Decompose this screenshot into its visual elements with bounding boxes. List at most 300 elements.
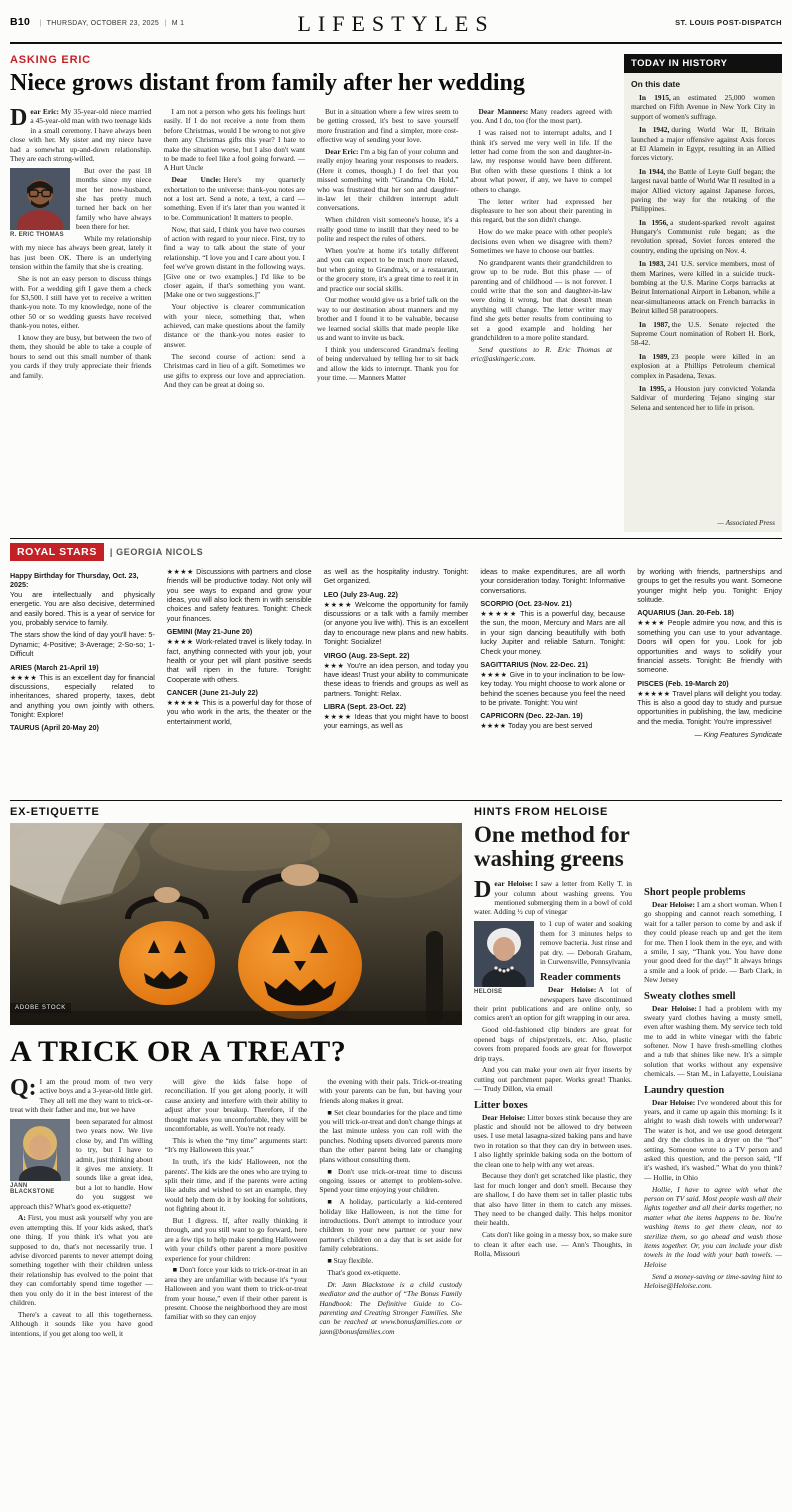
heloise-article	[474, 806, 782, 1506]
text-block	[319, 1268, 462, 1277]
text-block	[165, 1216, 308, 1263]
horoscope-block	[637, 730, 782, 739]
horoscope-block	[10, 663, 155, 720]
text-block	[471, 258, 613, 343]
history-credit: — Associated Press	[717, 518, 775, 527]
paragraph-text: I think you underscored Grandma's feeling of being undervalued by telling her to sit back and allow the kids to interrupt. Thank you for your time. — Manners Matter	[317, 344, 459, 383]
heloise-photo	[474, 921, 534, 995]
horoscope-text	[480, 721, 625, 730]
paragraph-text: I had a problem with my sweaty yard clothes having a musty smell, even after washing them. My service tech told me to add in white vinegar with the fabric softener. Now I have fresh-smelling clothes and a tub that shines like new. It's a simple solution that works without any expensive chemicals. — Stan M., in Lafayette, Louisiana	[644, 1003, 782, 1079]
paragraph-text: That's good ex-etiquette.	[327, 1267, 401, 1277]
block-paragraph	[10, 1213, 153, 1307]
block-paragraph	[164, 175, 306, 222]
history-item	[631, 320, 775, 348]
history-item	[631, 259, 775, 315]
paragraph-text: You are intellectually and physically energetic. You are also decisive, determined and easily bored. This is a year of service for you, probably service to family.	[10, 590, 155, 628]
paragraph-lead: In 1942,	[639, 125, 670, 135]
hint-heading: Short people problems	[644, 887, 746, 898]
heloise-hint-block	[474, 1065, 632, 1093]
asking-eric-column-1	[10, 107, 152, 521]
ex-etiquette-column-1	[10, 1077, 153, 1483]
paragraph-lead: In 1983,	[639, 259, 666, 269]
horoscope-sign-heading: LEO (July 23-Aug. 22)	[323, 589, 398, 599]
block-paragraph	[644, 1098, 782, 1183]
text-block	[10, 1213, 153, 1307]
horoscope-text	[637, 730, 782, 739]
block-paragraph	[631, 320, 775, 348]
royal-stars-title: ROYAL STARS	[10, 543, 104, 561]
horoscope-block	[167, 688, 312, 726]
text-block	[164, 352, 306, 390]
block-paragraph	[644, 900, 782, 985]
heloise-hint-block	[474, 1171, 632, 1227]
block-paragraph	[471, 107, 613, 126]
paragraph-text: I've wondered about this for years, and it came up again this morning: Is it alright to wash dish towels with underwear? The water is hot, and we use good detergent and dry the clothes in a dryer on the “hot” setting. Someone wrote to a TV person and asked this question, and the person said, “If it's washed, it's washed.” What do you think? — Hollie, in Ohio	[644, 1097, 782, 1182]
horoscope-sign-heading: Happy Birthday for Thursday, Oct. 23, 2025:	[10, 571, 139, 589]
paragraph-text: Here's my quarterly exhortation to the universe: thank-you notes are not a lost art. Send a note, a text, a card — something. Even if it's later than you wanted it to be. Communication! It matters to people.	[163, 175, 305, 222]
paragraph-text: No grandparent wants their grandchildren to grow up to be rude. But this phase — of parenting and of childhood — is not forever. I could write that the son and daughter-in-law were doing it wrong, but that doesn't mean anything will change. The letter writer may find she gets better results from continuing to set a good example and holding her grandchildren to a more polite standard.	[470, 257, 612, 342]
block-paragraph	[10, 1310, 153, 1338]
article-opening-paragraph	[10, 107, 152, 163]
ex-etiquette-article	[10, 806, 462, 1506]
text-block	[319, 1280, 462, 1336]
masthead-date: THURSDAY, OCTOBER 23, 2025	[46, 20, 160, 27]
question-opening-paragraph	[10, 1077, 153, 1115]
paragraph-text: Dr. Jann Blackstone is a child custody mediator and the author of “The Bonus Family Handbook: The Definitive Guide to Co-parenting and Creating Stronger Families. She can be reached at www.bonusfamilies.com or jann@bonusfamilies.com	[319, 1279, 463, 1336]
history-title: TODAY IN HISTORY	[624, 54, 782, 73]
edition-marker: M 1	[171, 20, 185, 27]
paragraph-text: the U.S. Senate rejected the Supreme Court nomination of Robert H. Bork, 58-42.	[631, 319, 775, 348]
asking-eric-article	[10, 54, 612, 532]
text-block	[319, 1077, 462, 1105]
asking-eric-column-2	[164, 107, 306, 521]
horoscope-text	[167, 637, 312, 684]
drop-cap: Q:	[10, 1077, 37, 1101]
masthead-separator: |	[164, 20, 167, 27]
text-block	[165, 1136, 308, 1155]
horoscope-sign-heading: TAURUS (April 20-May 20)	[10, 723, 99, 733]
photo-credit: ADOBE STOCK	[10, 1003, 71, 1013]
horoscope-block	[10, 723, 155, 732]
paragraph-text: When children visit someone's house, it's a really good time to instill that they need to be polite and respect the rules of others.	[317, 215, 459, 244]
horoscope-block	[637, 679, 782, 726]
text-block	[319, 1197, 462, 1253]
block-paragraph	[317, 147, 459, 213]
paragraph-text: First, you must ask yourself why you are even attempting this. If your kids asked, that's one thing. If you think it's what you are supposed to do, that's not necessarily true. I advise divorced parents to never attempt doing something together with their children unless their relationship has evolved to the point that they can comfortably spend time together — then you only do it in the best interest of the children.	[10, 1213, 153, 1307]
paragraph-text: In truth, it's the kids' Halloween, not the parents'. The kids are the ones who are trying to split their time, and if the parents were acting like adults and wished to set an example, they would help them do it by looking for solutions, not fighting about it.	[164, 1157, 308, 1214]
letter-opening-paragraph	[474, 879, 632, 917]
block-paragraph	[631, 259, 775, 315]
paragraph-text: This is when the “my time” arguments start: “It's my Halloween this year.”	[164, 1135, 308, 1155]
block-paragraph	[317, 345, 459, 383]
heloise-hint-block	[644, 991, 782, 1079]
asking-eric-kicker: ASKING ERIC	[10, 54, 91, 66]
history-item	[631, 384, 775, 412]
horoscope-sign-heading: VIRGO (Aug. 23-Sept. 22)	[323, 650, 410, 660]
horoscope-sign-heading: PISCES (Feb. 19-March 20)	[637, 678, 729, 688]
horoscope-block	[324, 702, 469, 731]
paragraph-text: I saw a letter from Kelly T. in your column about washing greens. You mentioned submerging them in a bowl of cold water. Adding ½ cup of vinegar	[474, 879, 632, 917]
block-paragraph	[10, 231, 152, 272]
headshot-illustration	[10, 1119, 70, 1181]
block-paragraph	[474, 1171, 632, 1227]
paragraph-text: Litter boxes stink because they are plastic and should not be allowed to dry between uses. I use metal lasagna-sized baking pans and have two in rotation so that they can dry in between uses. I also lightly sprinkle baking soda on the bottom of the clean one to help with any wet areas.	[474, 1112, 632, 1169]
block-paragraph	[10, 333, 152, 380]
horoscope-text	[324, 567, 469, 586]
paragraph-text: — King Features Syndicate	[694, 730, 782, 740]
horoscope-block	[637, 608, 782, 674]
paragraph-lead: In 1944,	[639, 166, 666, 176]
royal-stars-horoscope	[10, 538, 782, 796]
paragraph-lead: Dear Heloise:	[652, 1097, 696, 1107]
jann-blackstone-photo	[10, 1119, 70, 1195]
paragraph-text: by working with friends, partnerships and groups to get the results you want. Someone younger might help you. Tonight: Enjoy solitude.	[637, 567, 782, 605]
paragraph-text: ★★★★★ Travel plans will delight you today. This is also a good day to study and pursue opportunities in publishing, the law, medicine and the media. Tonight: You're impressive!	[637, 688, 782, 726]
heloise-hint-block	[644, 1185, 782, 1270]
paragraph-lead: ear Heloise:	[494, 879, 534, 889]
horoscope-text	[167, 567, 312, 623]
ex-etiquette-column-3	[319, 1077, 462, 1483]
paper-name: ST. LOUIS POST-DISPATCH	[675, 18, 782, 27]
block-paragraph	[319, 1108, 462, 1164]
horoscope-block	[10, 571, 155, 627]
paragraph-text: Our mother would give us a brief talk on the way to our destination about manners and my brother and I found it to be valuable, because we learned social skills that made people like us and want to invite us back.	[317, 295, 459, 342]
history-body	[624, 73, 782, 532]
pumpkin-photo-illustration	[10, 823, 462, 1025]
paragraph-text: ★★★★ Give in to your inclination to be low-key today. You might choose to work alone or behind the scenes because you feel the need to be private. Tonight: You win!	[480, 669, 626, 707]
horoscope-column-1	[10, 567, 155, 787]
letter-continued-paragraph: to 1 cup of water and soaking them for 3 minutes helps to remove bacteria. Just rinse and pat dry. — Deborah Graham, in Curwensville, Pennsylvania	[540, 919, 632, 966]
paragraph-lead: In 1989,	[639, 351, 670, 361]
block-paragraph	[474, 1065, 632, 1093]
paragraph-text: Send questions to R. Eric Thomas at eric@askingeric.com.	[470, 344, 612, 364]
section-title: LIFESTYLES	[297, 11, 495, 36]
paragraph-lead: Dear Eric:	[325, 147, 359, 157]
paragraph-text: The stars show the kind of day you'll have: 5-Dynamic; 4-Positive; 3-Average; 2-So-so; 1-Difficult	[10, 630, 155, 659]
drop-cap: D	[10, 107, 28, 131]
block-paragraph	[471, 345, 613, 364]
paragraph-text: While my relationship with my niece has always been great, lately it has just been OK. There is an underlying tension within the family that she is creating.	[10, 234, 152, 272]
horoscope-column-5	[637, 567, 782, 787]
paragraph-text: I'm a big fan of your column and really enjoy hearing your responses to readers. (Here it comes, though.) I do feel that you missed something with “Grandma On Hold,” who was frustrated that her son and daughter-in-law let their children interrupt adult conversations.	[317, 147, 459, 213]
block-paragraph	[165, 1077, 308, 1133]
block-paragraph	[471, 227, 613, 255]
block-paragraph	[644, 1004, 782, 1079]
heloise-hint-block	[474, 1230, 632, 1258]
block-paragraph	[319, 1167, 462, 1195]
horoscope-sign-heading: LIBRA (Sept. 23-Oct. 22)	[323, 701, 406, 711]
text-block	[317, 215, 459, 243]
paragraph-text: ★★★★ Ideas that you might have to boost your earnings, as well as	[323, 711, 469, 731]
text-block	[317, 147, 459, 213]
block-paragraph	[165, 1157, 308, 1213]
block-paragraph	[164, 352, 306, 390]
headshot-illustration	[474, 921, 534, 987]
today-in-history-box	[624, 54, 782, 532]
heloise-hint-block	[474, 1025, 632, 1063]
text-block	[10, 274, 152, 330]
paragraph-text: ★★★★ People admire you now, and this is something you can use to your advantage. Doors will open for you. Look for job opportunities and ways to solidify your financial assets. Tonight: Be friendly with someone.	[637, 618, 782, 675]
eric-thomas-photo	[10, 168, 70, 238]
history-item	[631, 167, 775, 214]
horoscope-block	[480, 660, 625, 707]
paragraph-text: ■ Set clear boundaries for the place and time you will trick-or-treat and don't change things at the last minute unless you can roll with the punches. Nothing upsets divorced parents more than the other parent being late or changing plans without consulting them.	[319, 1107, 463, 1164]
paragraph-text: There's a caveat to all this togetherness. Although it sounds like you have good intentions, if you get along too well, it	[10, 1309, 153, 1338]
block-paragraph	[474, 1230, 632, 1258]
heloise-hint-block	[474, 1100, 632, 1169]
paragraph-text: My 35-year-old niece married a 45-year-old man with two teenage kids in a small ceremony. I have always been close with her. My sister and my niece have had a somewhat up-and-down relationship. They are each strong-willed.	[10, 107, 152, 163]
block-paragraph	[319, 1268, 462, 1277]
paragraph-text: But over the past 18 months since my niece met her now-husband, she has pretty much turned her back on her family who have always been there for her.	[76, 165, 152, 232]
paragraph-text: will give the kids false hope of reconciliation. If you get along poorly, it will cause anxiety and interfere with their ability to adjust after your breakup. Therefore, if the thought makes you uncomfortable, they will be uncomfortable, as well. You're not ready.	[164, 1077, 308, 1133]
block-paragraph	[317, 215, 459, 243]
paragraph-text: Now, that said, I think you have two courses of action with regard to your niece. First, try to find a way to talk about the state of your relationship. “I love you and I care about you. I feel we've grown distant in the following ways. [Give one or two examples.] I'd like to be closer again, if that's something you want. [Make one or two suggestions.]”	[163, 224, 305, 300]
history-item	[631, 218, 775, 256]
horoscope-block	[637, 567, 782, 604]
horoscope-block	[480, 599, 625, 656]
paragraph-lead: Dear Manners:	[478, 107, 529, 116]
page-number: B10	[10, 16, 31, 28]
text-block	[319, 1108, 462, 1164]
ex-etiquette-headline: A TRICK OR A TREAT?	[10, 1035, 347, 1068]
paragraph-text: ★★★ You're an idea person, and today you have ideas! Trust your ability to communicate these ideas to friends and groups as well as partners. Tonight: Relax.	[323, 660, 469, 698]
horoscope-text	[10, 673, 155, 720]
block-paragraph	[631, 167, 775, 214]
paragraph-text: ■ Stay flexible.	[327, 1256, 374, 1266]
text-block	[10, 231, 152, 272]
heloise-kicker: HINTS FROM HELOISE	[474, 806, 609, 818]
block-paragraph	[317, 107, 459, 145]
asking-eric-column-4	[471, 107, 613, 521]
horoscope-text	[480, 670, 625, 707]
heloise-column-right	[644, 823, 782, 1501]
block-paragraph	[471, 128, 613, 194]
block-paragraph	[471, 258, 613, 343]
asking-eric-column-3	[317, 107, 459, 521]
paragraph-text: When you're at home it's totally different and you can expect to be much more relaxed, but when going to Grandma's, or a restaurant, or the grocery store, it's a great time to reel it in and practice our social skills.	[317, 245, 459, 293]
text-block	[317, 246, 459, 293]
horoscope-block	[324, 567, 469, 586]
horoscope-column-3	[324, 567, 469, 787]
horoscope-text	[10, 630, 155, 658]
question-continued-paragraph: been separated for almost two years now. We live close by, and I'm willing to try, but I have to admit, just thinking about it gives me anxiety. It sounds like a great idea, but a lot to handle. How do you suggest we approach this? What's good ex-etiquette?	[10, 1117, 153, 1211]
horoscope-sign-heading: SAGITTARIUS (Nov. 22-Dec. 21)	[480, 659, 588, 669]
text-block	[319, 1256, 462, 1265]
text-block	[471, 227, 613, 255]
text-block	[317, 295, 459, 342]
block-paragraph	[631, 352, 775, 380]
paragraph-text: an estimated 25,000 women marched on Fifth Avenue in New York City in support of women's suffrage.	[631, 93, 776, 121]
paragraph-lead: In 1956,	[639, 217, 669, 227]
heloise-hint-block	[644, 887, 782, 985]
horoscope-text	[167, 698, 312, 726]
paragraph-text: ideas to make expenditures, are all worth your consideration today. Tonight: Informative conversations.	[480, 567, 626, 595]
paragraph-text: The second course of action: send a Christmas card in lieu of a gift. Sometimes we use gifts to express our love and appreciation. And they can be great at doing so.	[163, 351, 305, 389]
horoscope-sign-heading: AQUARIUS (Jan. 20-Feb. 18)	[637, 608, 734, 618]
text-block	[164, 175, 306, 222]
paragraph-lead: ear Eric:	[30, 107, 59, 116]
paragraph-text: Because they don't get scratched like plastic, they last for much longer and don't smell. Because they are shallow, I do have them set in taller plastic tubs that also have litter in them to catch any misses. They need to be changed daily. This helps monitor their health.	[474, 1171, 632, 1228]
block-paragraph	[471, 197, 613, 225]
paragraph-text: ★★★★ Discussions with partners and close friends will be productive today. Not only will you see ways to expand and grow your ideas, you will also lock them in with sensible choices and safety features. Tonight: Check your finances.	[166, 567, 312, 623]
horoscope-block	[167, 567, 312, 623]
paragraph-lead: Dear Heloise:	[548, 985, 597, 995]
paragraph-text: She is not an easy person to discuss things with. For a wedding gift I gave them a check for $3,500. I still have yet to receive a written thank-you note. To my knowledge, none of the other 50 or so wedding guests have received thank-you notes, either.	[10, 274, 152, 331]
block-paragraph	[644, 1272, 782, 1291]
horoscope-block	[324, 651, 469, 698]
paragraph-text: A lot of newspapers have discontinued their print publications and are online only, so comics aren't an option for gift wrapping in our area.	[474, 985, 632, 1023]
block-paragraph	[165, 1216, 308, 1263]
paragraph-text: as well as the hospitality industry. Tonight: Get organized.	[323, 567, 469, 586]
block-paragraph	[631, 125, 775, 163]
paragraph-text: And you can make your own air fryer inserts by cutting out parchment paper. Works great! Thanks. — Trudy Dillon, via email	[474, 1065, 632, 1094]
section-divider-rule	[10, 800, 782, 801]
block-paragraph	[319, 1280, 462, 1336]
paragraph-text: the evening with their pals. Trick-or-treating with your parents can be fun, but having your friends along makes it great.	[319, 1077, 463, 1105]
text-block	[319, 1167, 462, 1195]
block-paragraph	[631, 218, 775, 256]
halloween-pumpkins-photo	[10, 823, 462, 1025]
paragraph-text: a Houston jury convicted Yolanda Saldivar of murdering Tejano singing star Selena and sentenced her to life in prison.	[631, 383, 776, 412]
horoscope-text	[10, 590, 155, 627]
horoscope-block	[10, 630, 155, 658]
block-paragraph	[631, 384, 775, 412]
paragraph-text: I am not a person who gets his feelings hurt easily. If I do not receive a note from them before Christmas, would I be wrong to not give them any Christmas gifts this year? I hate to make the situation worse, but I also don't want to be made to feel like a fool going forward. — A Hurt Uncle	[163, 107, 305, 173]
block-paragraph	[164, 225, 306, 300]
heloise-column-left	[474, 823, 632, 1501]
horoscope-text	[324, 661, 469, 698]
horoscope-block	[480, 711, 625, 730]
block-paragraph	[474, 1113, 632, 1169]
paragraph-text: a student-sparked revolt against Hungary's Communist rule began; as the revolution spread, Soviet forces entered the country, ending the uprising on Nov. 4.	[631, 217, 775, 255]
text-block	[165, 1157, 308, 1213]
hint-heading: Litter boxes	[474, 1099, 528, 1111]
block-paragraph	[631, 93, 775, 121]
paragraph-text: Cats don't like going in a messy box, so make sure to clean it after each use. — Ann's Thoughts, in Rolla, Missouri	[474, 1230, 632, 1259]
history-item	[631, 352, 775, 380]
horoscope-text	[480, 609, 625, 656]
text-block	[471, 128, 613, 194]
horoscope-text	[324, 600, 469, 647]
block-paragraph	[164, 107, 306, 173]
paragraph-text: during World War II, Britain launched a major offensive against Axis forces at El Alamein in Egypt, resulting in an Allied forces victory.	[631, 125, 775, 163]
royal-stars-header	[10, 543, 782, 561]
photo-caption: JANN BLACKSTONE	[10, 1183, 55, 1196]
asking-eric-headline: Niece grows distant from family after her wedding	[10, 70, 525, 96]
hint-heading: Reader comments	[540, 972, 621, 984]
paragraph-text: ★★★★ Welcome the opportunity for family discussions or a talk with a family member (or anyone you live with). This is an excellent day to encourage new plans and new habits. Tonight: Socialize!	[323, 599, 469, 647]
paragraph-text: ★★★★★ This is a powerful day for those of you who work in the arts, the theater or the entertainment world,	[166, 697, 312, 726]
paragraph-text: 23 people were killed in an explosion at a Phillips Petroleum chemical complex in Pasadena, Texas.	[631, 351, 775, 380]
paragraph-text: How do we make peace with other people's decisions even when we disagree with them? Sometimes we have to choose our battles.	[470, 227, 612, 255]
paragraph-text: But in a situation where a few wires seem to be getting crossed, it's best to save yourself more frustration and find a simpler, more cost-effective way of sending your love.	[317, 107, 459, 145]
photo-caption: R. ERIC THOMAS	[10, 231, 64, 238]
paragraph-text: Hollie, I have to agree with what the person on TV said. Most people wash all their lights together and all their darks together, no matter what the items happens to be. You're washing items to get them clean, not to sterilize them, so go ahead and wash those items together. Or, you can include your dish towels in the load with your bath towels. — Heloise	[644, 1184, 782, 1269]
paragraph-text: I am the proud mom of two very active boys and a 3-year-old little girl. They all tell me they want to trick-or-treat with their father and me, but we have	[10, 1077, 153, 1115]
paragraph-text: Many readers agreed with you. And I do, too (for the most part).	[470, 107, 612, 126]
headshot-illustration	[10, 168, 70, 230]
ex-etiquette-kicker: EX-ETIQUETTE	[10, 806, 100, 818]
paragraph-lead: A:	[18, 1213, 26, 1223]
paragraph-lead: Dear Heloise:	[652, 1003, 697, 1013]
paragraph-text: ★★★★★ This is a powerful day, because the sun, the moon, Mercury and Mars are all in your sign dancing beautifully with both lucky Jupiter and reliable Saturn. Tonight: Check your money.	[480, 609, 626, 656]
royal-stars-byline: | GEORGIA NICOLS	[109, 547, 204, 557]
horoscope-column-2	[167, 567, 312, 787]
hint-heading: Laundry question	[644, 1084, 725, 1096]
block-paragraph	[317, 295, 459, 342]
photo-caption: HELOISE	[474, 989, 503, 996]
block-paragraph	[319, 1197, 462, 1253]
horoscope-block	[480, 567, 625, 595]
heloise-hint-block	[644, 1272, 782, 1291]
horoscope-sign-heading: SCORPIO (Oct. 23-Nov. 21)	[480, 599, 572, 609]
text-block	[471, 345, 613, 364]
paragraph-text: Good old-fashioned clip binders are great for opened bags of chips/pretzels, etc. Also, plastic covers from prepared foods are great for flowerpot drip trays.	[474, 1025, 632, 1063]
text-block	[165, 1265, 308, 1321]
paragraph-lead: Dear Uncle:	[171, 175, 222, 185]
block-paragraph	[474, 1025, 632, 1063]
heloise-hint-block	[644, 1085, 782, 1183]
text-block	[317, 345, 459, 383]
text-block	[471, 107, 613, 126]
paragraph-text: But I digress. If, after really thinking it through, and you still want to go forward, here are a few tips to help make spending Halloween with your child's other parent a more positive experience for your children:	[164, 1215, 308, 1263]
horoscope-sign-heading: CANCER (June 21-July 22)	[166, 687, 258, 697]
paragraph-text: Your objective is clearer communication with your niece, something that, when achieved, can make questions about the family distance or the thank-you notes easier to answer.	[163, 302, 305, 349]
block-paragraph	[10, 274, 152, 330]
text-block	[10, 333, 152, 380]
block-paragraph	[317, 246, 459, 293]
block-paragraph	[319, 1256, 462, 1265]
block-paragraph	[165, 1265, 308, 1321]
hint-heading: Sweaty clothes smell	[644, 990, 736, 1002]
paragraph-text: the Battle of Leyte Gulf began; the largest naval battle of World War II resulted in a major Allied victory against Japanese forces, paving the way for the retaking of the Philippines.	[631, 166, 775, 214]
paragraph-lead: In 1995,	[639, 383, 667, 393]
drop-cap: D	[474, 877, 492, 904]
block-paragraph	[319, 1077, 462, 1105]
block-paragraph	[165, 1136, 308, 1155]
paragraph-text: I am a short woman. When I go shopping and cannot reach something, I wait for a taller person to come by and ask if they could please reach up and get the item for me. Then I look them in the eye, and with a smile, I say, “Thank you. You have done your good deed for the day!” It always brings a smile and a look of pride. — Barb Clark, in New Jersey	[644, 900, 782, 985]
block-paragraph	[644, 1185, 782, 1270]
history-item	[631, 125, 775, 163]
paragraph-lead: In 1915,	[639, 93, 671, 102]
text-block	[471, 197, 613, 225]
horoscope-text	[637, 689, 782, 726]
horoscope-text	[637, 618, 782, 674]
ex-etiquette-column-2	[165, 1077, 308, 1483]
paragraph-text: Send a money-saving or time-saving hint to Heloise@Heloise.com.	[644, 1271, 782, 1291]
text-block	[10, 1310, 153, 1338]
paragraph-text: ★★★★ Work-related travel is likely today. In fact, anything connected with your job, your health or your pet will plant positive seeds that will ripen in the future. Tonight: Cooperate with others.	[166, 637, 312, 684]
paragraph-text: I was raised not to interrupt adults, and I think it's served me very well in life. If the letter had come from the son and daughter-in-law, my response would have been different. But often with these questions I think a lot about what power, if any, we have to compel others to change.	[470, 128, 612, 194]
paragraph-lead: In 1987,	[639, 319, 670, 329]
paragraph-lead: Dear Heloise:	[482, 1112, 526, 1122]
heloise-headline: One method for washing greens	[474, 823, 630, 872]
paragraph-text: ★★★★ This is an excellent day for financial discussions, especially related to inheritances, shared property, taxes, debt and anything you own jointly with others. Tonight: Explore!	[10, 672, 155, 719]
paragraph-text: ★★★★ Today you are best served	[480, 721, 593, 731]
horoscope-sign-heading: GEMINI (May 21-June 20)	[166, 627, 253, 637]
horoscope-text	[480, 567, 625, 595]
horoscope-sign-heading: CAPRICORN (Dec. 22-Jan. 19)	[480, 711, 583, 721]
horoscope-text	[324, 712, 469, 731]
text-block	[165, 1077, 308, 1133]
horoscope-block	[167, 627, 312, 684]
history-item	[631, 93, 775, 121]
masthead-separator: |	[39, 20, 42, 27]
paragraph-text: ■ Don't force your kids to trick-or-treat in an area they are unfamiliar with because it's “your Halloween and you want them to trick-or-treat from your house,” even if their other parent is present. Choose the neighborhood they are most familiar with so they can enjoy	[164, 1265, 308, 1322]
block-paragraph	[164, 302, 306, 349]
horoscope-block	[324, 590, 469, 647]
paragraph-text: ■ A holiday, particularly a kid-centered holiday like Halloween, is not the time for introductions. Don't attempt to introduce your children to your new partner or your new partner's children on a day that is set aside for family celebrations.	[319, 1197, 463, 1254]
